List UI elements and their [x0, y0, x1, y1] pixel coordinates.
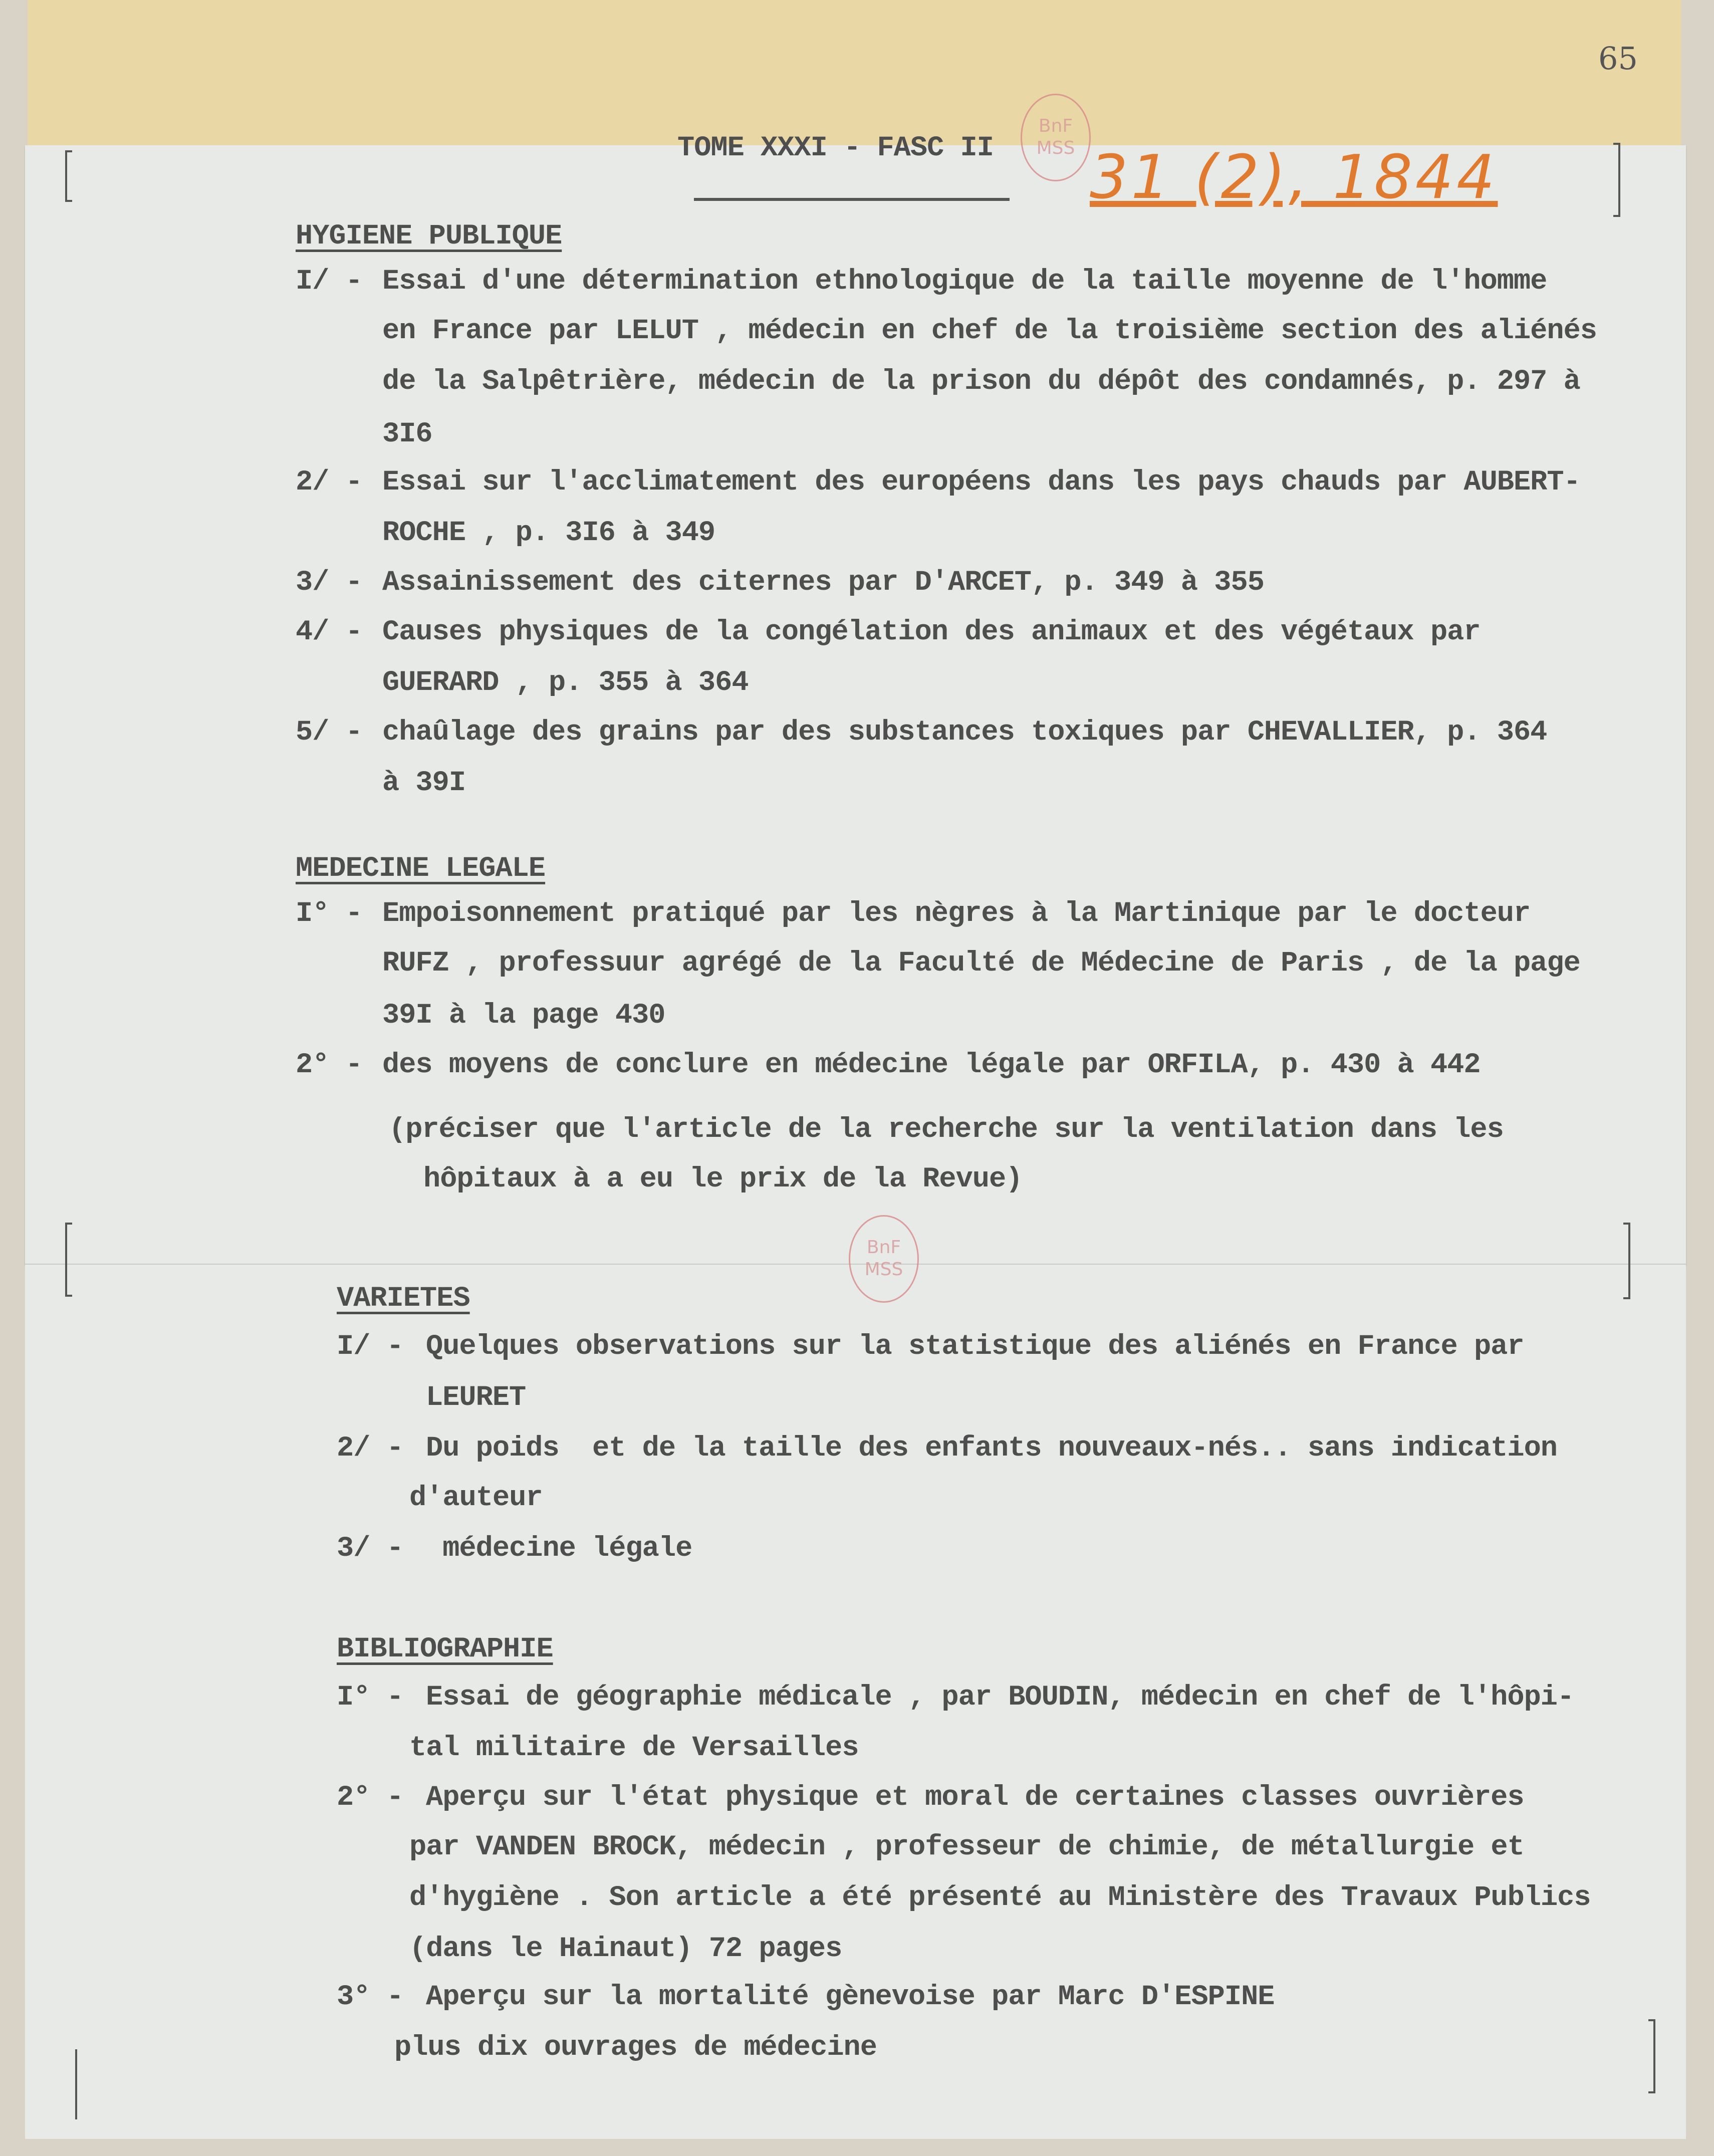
- section-heading: BIBLIOGRAPHIE: [337, 1633, 553, 1665]
- section-heading: VARIETES: [337, 1283, 470, 1315]
- item-continuation: à 39I: [382, 767, 466, 799]
- staple-left-mid: [65, 1223, 72, 1297]
- item-number: 3/ -: [296, 567, 362, 599]
- cardboard-backing: [28, 0, 1681, 150]
- item-number: 5/ -: [296, 716, 362, 749]
- item-text: Essai d'une détermination ethnologique de la taille moyenne de l'homme: [382, 266, 1547, 298]
- document-title: TOME XXXI - FASC II: [677, 132, 994, 164]
- item-continuation: LEURET: [426, 1382, 526, 1414]
- page-number: 65: [1598, 40, 1638, 77]
- item-continuation: d'auteur: [409, 1482, 543, 1514]
- staple-right-mid: [1623, 1223, 1630, 1299]
- item-text: Essai de géographie médicale , par BOUDIN, médecin en chef de l'hôpi-: [426, 1682, 1574, 1714]
- item-number: I° -: [296, 898, 362, 930]
- item-continuation: (dans le Hainaut) 72 pages: [409, 1933, 842, 1965]
- item-text: des moyens de conclure en médecine légale par ORFILA, p. 430 à 442: [382, 1049, 1481, 1081]
- item-number: 2° -: [296, 1049, 362, 1081]
- item-continuation: RUFZ , professuur agrégé de la Faculté de Médecine de Paris , de la page: [382, 947, 1580, 980]
- staple-right-bottom: [1648, 2019, 1655, 2093]
- item-number: 4/ -: [296, 616, 362, 648]
- item-number: 2/ -: [296, 466, 362, 499]
- item-continuation: d'hygiène . Son article a été présenté au Ministère des Travaux Publics: [409, 1882, 1591, 1914]
- item-continuation: plus dix ouvrages de médecine: [394, 2032, 877, 2064]
- item-number: 2/ -: [337, 1432, 403, 1465]
- item-text: chaûlage des grains par des substances toxiques par CHEVALLIER, p. 364: [382, 716, 1547, 749]
- bnf-stamp: BnF MSS: [849, 1215, 919, 1303]
- item-text: Quelques observations sur la statistique des aliénés en France par: [426, 1331, 1524, 1363]
- item-continuation: GUERARD , p. 355 à 364: [382, 667, 749, 699]
- item-text: Aperçu sur la mortalité gènevoise par Marc D'ESPINE: [426, 1981, 1275, 2013]
- item-number: I/ -: [296, 266, 362, 298]
- item-text: Assainissement des citernes par D'ARCET, p. 349 à 355: [382, 567, 1264, 599]
- item-continuation: de la Salpêtrière, médecin de la prison du dépôt des condamnés, p. 297 à: [382, 366, 1580, 398]
- staple-left-bottom: [75, 2049, 82, 2119]
- item-continuation: tal militaire de Versailles: [409, 1732, 859, 1764]
- item-text: Empoisonnement pratiqué par les nègres à la Martinique par le docteur: [382, 898, 1531, 930]
- item-number: 3° -: [337, 1981, 403, 2013]
- item-continuation: par VANDEN BROCK, médecin , professeur de chimie, de métallurgie et: [409, 1831, 1524, 1863]
- section-heading: HYGIENE PUBLIQUE: [296, 220, 562, 253]
- staple-left-top: [65, 150, 72, 202]
- item-continuation: 3I6: [382, 418, 432, 450]
- item-number: I° -: [337, 1682, 403, 1714]
- item-continuation: 39I à la page 430: [382, 1000, 665, 1032]
- top-sheet: [25, 145, 1686, 1265]
- section-heading: MEDECINE LEGALE: [296, 853, 546, 885]
- item-continuation: en France par LELUT , médecin en chef de la troisième section des aliénés: [382, 315, 1597, 347]
- item-text: Aperçu sur l'état physique et moral de certaines classes ouvrières: [426, 1782, 1524, 1814]
- title-underline: [694, 198, 1010, 201]
- item-text: Causes physiques de la congélation des animaux et des végétaux par: [382, 616, 1481, 648]
- item-continuation: hôpitaux à a eu le prix de la Revue): [423, 1163, 1023, 1195]
- staple-right-top: [1613, 143, 1620, 217]
- item-number: 2° -: [337, 1782, 403, 1814]
- item-continuation: (préciser que l'article de la recherche sur la ventilation dans les: [389, 1114, 1504, 1146]
- bnf-stamp: BnF MSS: [1021, 94, 1091, 181]
- item-number: I/ -: [337, 1331, 403, 1363]
- handwritten-reference: 31 (2), 1844: [1090, 143, 1498, 212]
- item-text: Du poids et de la taille des enfants nouveaux-nés.. sans indication: [426, 1432, 1557, 1465]
- item-text: Essai sur l'acclimatement des européens dans les pays chauds par AUBERT-: [382, 466, 1580, 499]
- item-text: médecine légale: [426, 1533, 692, 1565]
- item-number: 3/ -: [337, 1533, 403, 1565]
- item-continuation: ROCHE , p. 3I6 à 349: [382, 517, 715, 549]
